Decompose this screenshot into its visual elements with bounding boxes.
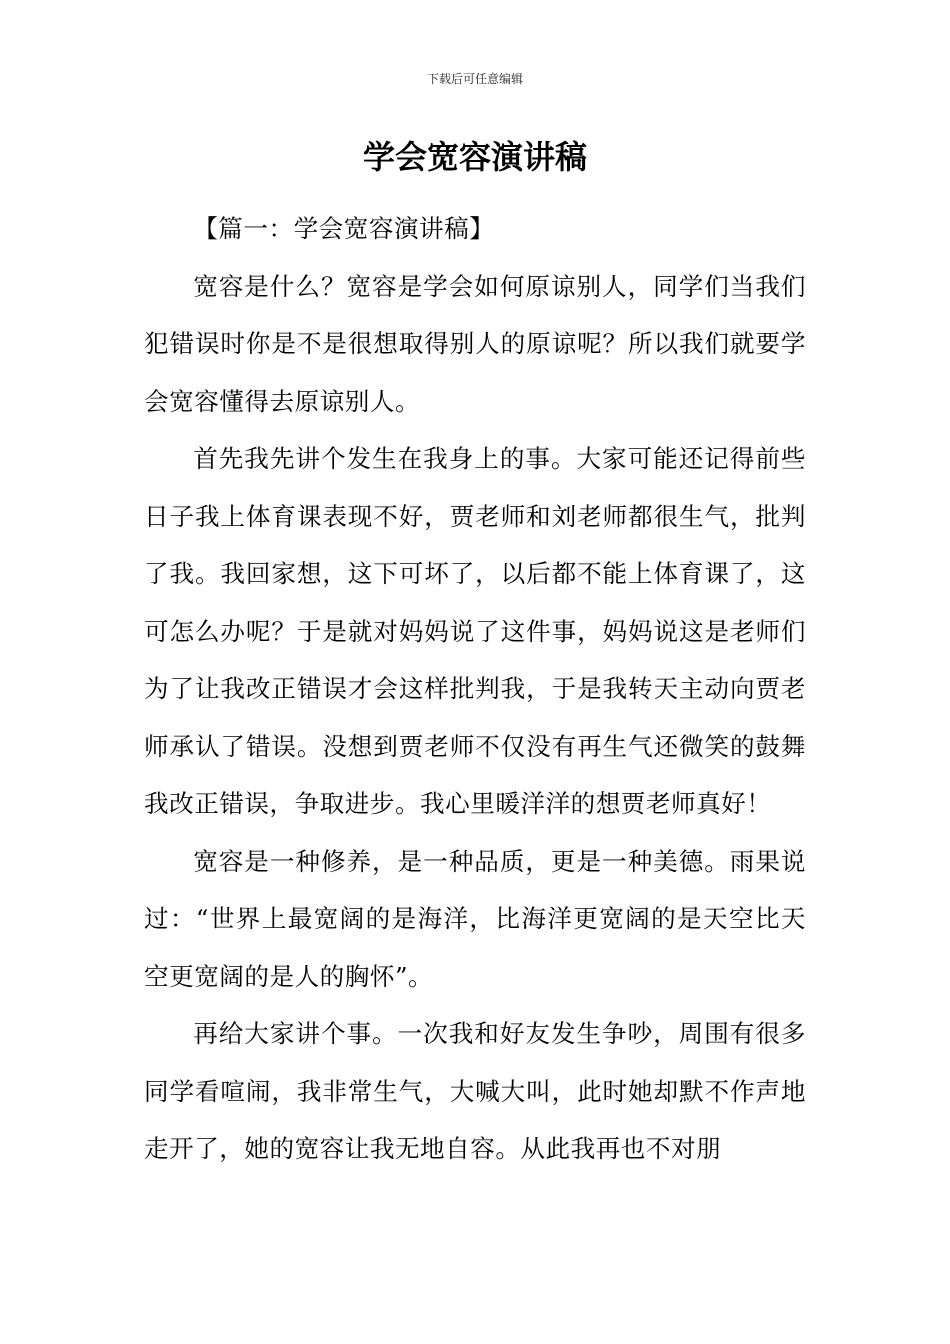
document-body <box>144 200 806 1178</box>
section-label: 【篇一：学会宽容演讲稿】 <box>193 214 495 243</box>
paragraph-4: 再给大家讲个事。一次我和好友发生争吵，周围有很多同学看喧闹，我非常生气，大喊大叫，此时她却默不作声地走开了，她的宽容让我无地自容。从此我再也不对朋 <box>144 1019 806 1163</box>
page-header-note: 下载后可任意编辑 <box>426 72 523 86</box>
paragraph-2: 首先我先讲个发生在我身上的事。大家可能还记得前些日子我上体育课表现不好，贾老师和刘老师都很生气，批判了我。我回家想，这下可坏了，以后都不能上体育课了，这可怎么办呢？于是就对妈妈说了这件事，妈妈说这是老师们为了让我改正错误才会这样批判我，于是我转天主动向贾老师承认了错误。没想到贾老师不仅没有再生气还微笑的鼓舞我改正错误，争取进步。我心里暖洋洋的想贾老师真好！ <box>144 444 806 818</box>
paragraph-1: 宽容是什么？宽容是学会如何原谅别人，同学们当我们犯错误时你是不是很想取得别人的原谅呢？所以我们就要学会宽容懂得去原谅别人。 <box>144 271 806 416</box>
paragraph-3: 宽容是一种修养，是一种品质，更是一种美德。雨果说过：“世界上最宽阔的是海洋，比海洋更宽阔的是天空比天空更宽阔的是人的胸怀”。 <box>144 846 806 991</box>
document-title: 学会宽容演讲稿 <box>362 138 587 176</box>
